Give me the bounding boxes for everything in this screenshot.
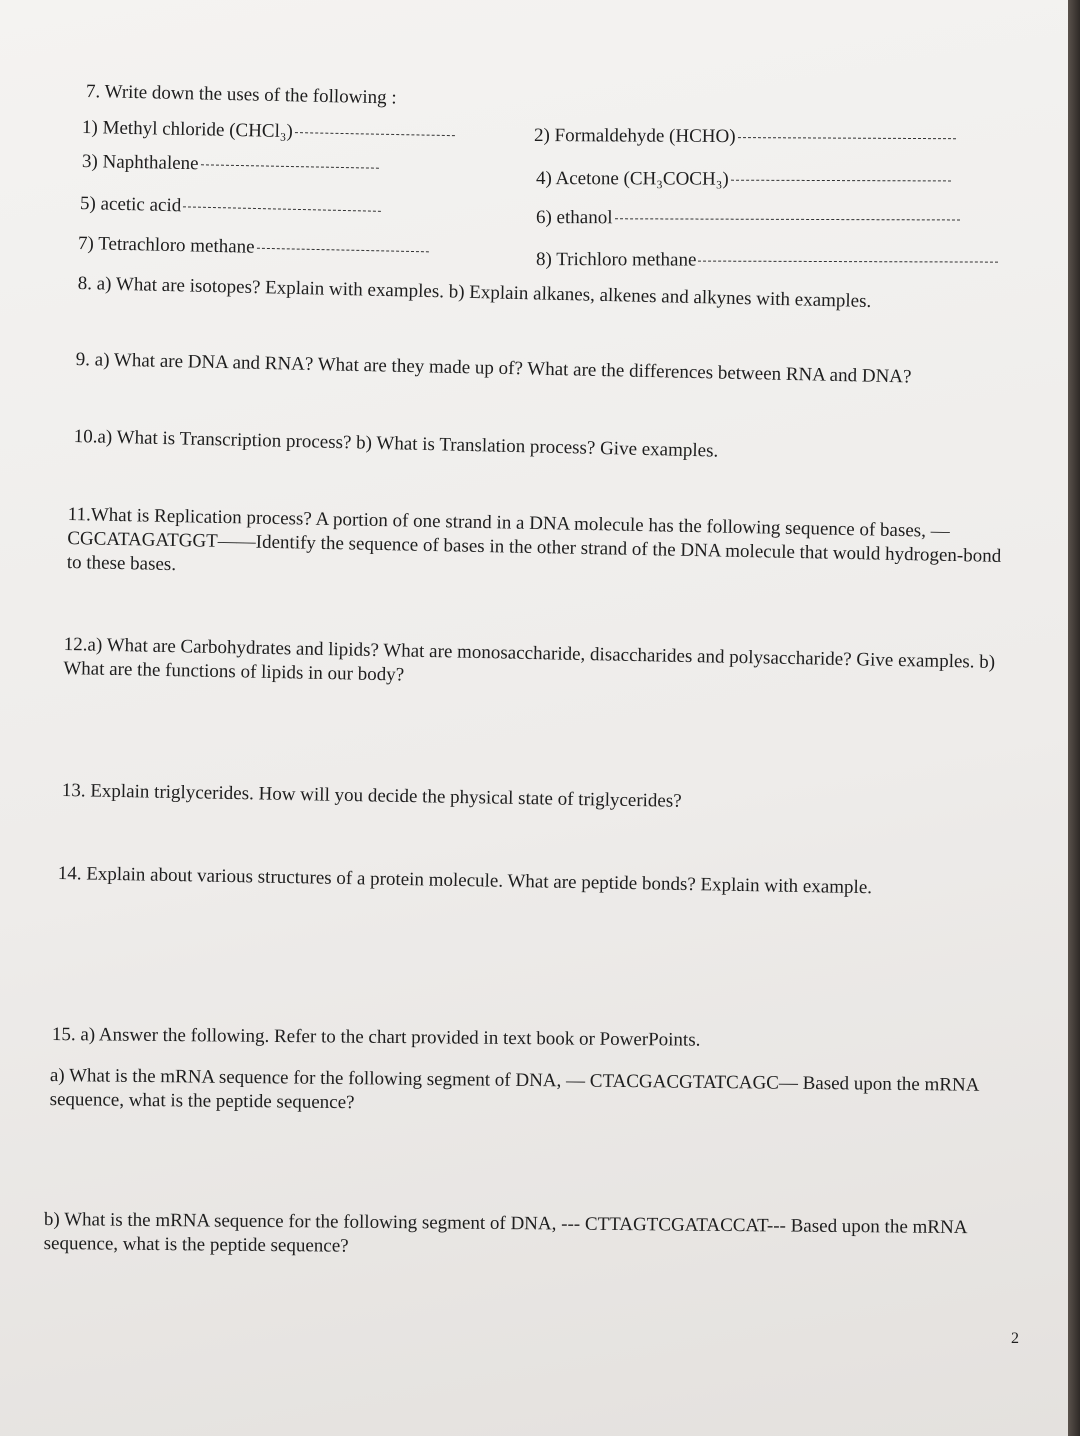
answer-blank bbox=[295, 132, 455, 136]
page-number: 2 bbox=[1011, 1330, 1019, 1347]
q7-item-5 bbox=[80, 192, 382, 223]
answer-blank bbox=[183, 206, 381, 211]
answer-blank bbox=[738, 137, 956, 139]
question-15a: a) What is the mRNA sequence for the following segment of DNA, — CTACGACGTATCAGC— Based upon the mRNA sequence, what is the peptide sequence? bbox=[49, 1065, 979, 1114]
q7-item-3-label: 3) Naphthalene bbox=[81, 151, 199, 175]
answer-blank bbox=[731, 180, 951, 182]
q7-heading: 7. Write down the uses of the following : bbox=[85, 81, 397, 109]
q7-item-4 bbox=[536, 167, 951, 192]
q7-item-7-label: 7) Tetrachloro methane bbox=[77, 233, 255, 258]
question-8: 8. a) What are isotopes? Explain with examples. b) Explain alkanes, alkenes and alkynes with examples. bbox=[77, 272, 872, 313]
question-9: 9. a) What are DNA and RNA? What are they made up of? What are the differences between RNA and DNA? bbox=[75, 348, 912, 388]
question-15-intro: 15. a) Answer the following. Refer to the chart provided in text book or PowerPoints. bbox=[51, 1023, 701, 1051]
answer-blank bbox=[615, 218, 960, 220]
q7-item-6 bbox=[536, 206, 960, 231]
q7-item-7 bbox=[78, 232, 429, 263]
q7-item-8 bbox=[536, 248, 999, 274]
q7-item-2 bbox=[534, 124, 956, 150]
q7-item-6-label: 6) ethanol bbox=[535, 207, 613, 229]
answer-blank bbox=[257, 248, 429, 253]
question-12: 12.a) What are Carbohydrates and lipids? What are monosaccharide, disaccharides and polysaccharide? Give examples. b) What are the functions of lipids in our body? bbox=[63, 633, 996, 686]
q7-item-4-label: 4) Acetone (CH₃COCH₃) bbox=[535, 168, 729, 190]
q7-item-5-label: 5) acetic acid bbox=[79, 193, 182, 217]
q7-item-2-label: 2) Formaldehyde (HCHO) bbox=[533, 125, 736, 148]
q7-item-1 bbox=[82, 116, 455, 147]
question-13: 13. Explain triglycerides. How will you decide the physical state of triglycerides? bbox=[61, 779, 682, 812]
question-10: 10.a) What is Transcription process? b) What is Translation process? Give examples. bbox=[73, 425, 719, 462]
question-11: 11.What is Replication process? A portion of one strand in a DNA molecule has the following sequence of bases, —CGCATAGATGGT——Identify the sequence of bases in the other strand of the DNA molecule that would hydrogen-bond to these bases. bbox=[66, 503, 1002, 576]
question-15b: b) What is the mRNA sequence for the following segment of DNA, --- CTTAGTCGATACCAT--- Based upon the mRNA sequence, what is the peptide sequence? bbox=[43, 1209, 967, 1257]
page-edge-shadow bbox=[1068, 0, 1080, 1436]
q7-item-1-label: 1) Methyl chloride (CHCl₃) bbox=[81, 117, 294, 143]
question-14: 14. Explain about various structures of a protein molecule. What are peptide bonds? Explain with example. bbox=[57, 862, 873, 899]
q7-item-3 bbox=[82, 150, 379, 180]
answer-blank bbox=[201, 164, 379, 168]
q7-item-8-label: 8) Trichloro methane bbox=[535, 249, 697, 271]
answer-blank bbox=[698, 261, 998, 263]
